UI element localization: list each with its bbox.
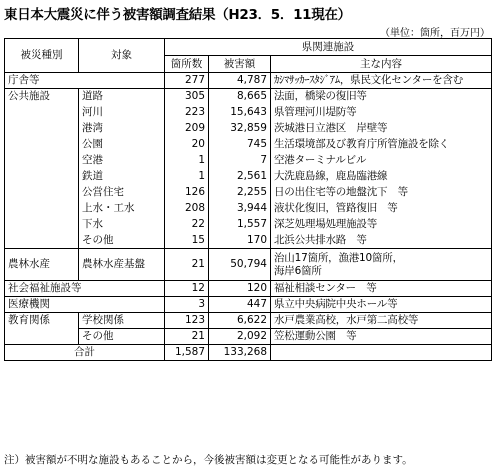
table-row-public-river <box>5 105 492 121</box>
row-count: 1 <box>165 153 209 169</box>
table-row-welfare <box>5 281 492 297</box>
row-amount: 8,665 <box>209 89 271 105</box>
table-row-public-water <box>5 201 492 217</box>
row-count: 277 <box>165 73 209 89</box>
row-count: 15 <box>165 233 209 249</box>
row-amount: 447 <box>209 297 271 313</box>
row-amount: 1,557 <box>209 217 271 233</box>
row-target: 空港 <box>79 153 165 169</box>
row-amount: 2,255 <box>209 185 271 201</box>
row-count: 3 <box>165 297 209 313</box>
row-amount: 3,944 <box>209 201 271 217</box>
row-content: 大洗鹿島線，鹿島臨港線 <box>271 169 492 185</box>
row-content-line: 治山17箇所，漁港10箇所， <box>274 251 403 264</box>
row-target: 上水・工水 <box>79 201 165 217</box>
row-content: 法面，橋梁の復旧等 <box>271 89 492 105</box>
header-category: 被災種別 <box>5 39 79 73</box>
row-content: ｶｼﾏｻｯｶｰｽﾀｼﾞｱﾑ，県民文化センターを含む <box>271 73 492 89</box>
row-target: その他 <box>79 233 165 249</box>
row-category: 公共施設 <box>5 89 79 249</box>
row-count: 223 <box>165 105 209 121</box>
row-count: 21 <box>165 329 209 345</box>
table-row-public-sewer <box>5 217 492 233</box>
table-row-public-housing <box>5 185 492 201</box>
row-content: 空港ターミナルビル <box>271 153 492 169</box>
table-row-medical <box>5 297 492 313</box>
row-amount: 32,859 <box>209 121 271 137</box>
row-content: 福祉相談センター 等 <box>271 281 492 297</box>
page-title: 東日本大震災に伴う被害額調査結果（H23．5．11現在） <box>4 7 351 23</box>
row-amount: 2,092 <box>209 329 271 345</box>
footnote: 注）被害額が不明な施設もあることから，今後被害額は変更となる可能性があります。 <box>4 454 413 466</box>
row-content <box>271 249 492 281</box>
row-content: 深芝処理場処理施設等 <box>271 217 492 233</box>
row-content: 日の出住宅等の地盤沈下 等 <box>271 185 492 201</box>
row-count: 21 <box>165 249 209 281</box>
row-category: 教育関係 <box>5 313 79 345</box>
row-amount: 133,268 <box>209 345 271 361</box>
row-content: 生活環境部及び教育庁所管施設を除く <box>271 137 492 153</box>
row-content: 笠松運動公園 等 <box>271 329 492 345</box>
table-row-total <box>5 345 492 361</box>
table-row-chosha <box>5 73 492 89</box>
table-row-edu-school <box>5 313 492 329</box>
header-content: 主な内容 <box>271 56 492 73</box>
row-target: 鉄道 <box>79 169 165 185</box>
row-amount: 7 <box>209 153 271 169</box>
row-content: 県立中央病院中央ホール等 <box>271 297 492 313</box>
row-category: 庁舎等 <box>5 73 165 89</box>
row-count: 209 <box>165 121 209 137</box>
table-row-public-airport <box>5 153 492 169</box>
row-amount: 50,794 <box>209 249 271 281</box>
row-content: 北浜公共排水路 等 <box>271 233 492 249</box>
table-row-agri <box>5 249 492 281</box>
row-target: 公園 <box>79 137 165 153</box>
unit-note: （単位：箇所，百万円） <box>380 28 490 39</box>
row-content-line: 海岸6箇所 <box>274 264 322 277</box>
row-amount: 15,643 <box>209 105 271 121</box>
header-target: 対象 <box>79 39 165 73</box>
header-facility-group: 県関連施設 <box>165 39 492 56</box>
row-count: 305 <box>165 89 209 105</box>
row-target: 港湾 <box>79 121 165 137</box>
table-row-edu-other <box>5 329 492 345</box>
table-row-public-road <box>5 89 492 105</box>
row-target: 公営住宅 <box>79 185 165 201</box>
row-category: 農林水産 <box>5 249 79 281</box>
table-row-public-railway <box>5 169 492 185</box>
row-target: 農林水産基盤 <box>79 249 165 281</box>
row-amount: 4,787 <box>209 73 271 89</box>
row-amount: 170 <box>209 233 271 249</box>
row-count: 126 <box>165 185 209 201</box>
row-amount: 745 <box>209 137 271 153</box>
row-count: 22 <box>165 217 209 233</box>
row-total-label: 合計 <box>5 345 165 361</box>
damage-table <box>4 38 492 361</box>
row-category: 医療機関 <box>5 297 165 313</box>
row-target: その他 <box>79 329 165 345</box>
row-amount: 120 <box>209 281 271 297</box>
row-count: 20 <box>165 137 209 153</box>
table-row-public-port <box>5 121 492 137</box>
row-target: 河川 <box>79 105 165 121</box>
row-amount: 2,561 <box>209 169 271 185</box>
row-category: 社会福祉施設等 <box>5 281 165 297</box>
table-row-public-park <box>5 137 492 153</box>
row-target: 下水 <box>79 217 165 233</box>
row-count: 1 <box>165 169 209 185</box>
table-row-public-other <box>5 233 492 249</box>
row-count: 1,587 <box>165 345 209 361</box>
row-count: 123 <box>165 313 209 329</box>
row-target: 道路 <box>79 89 165 105</box>
row-count: 208 <box>165 201 209 217</box>
row-content: 水戸農業高校，水戸第二高校等 <box>271 313 492 329</box>
row-content <box>271 345 492 361</box>
header-amount: 被害額 <box>209 56 271 73</box>
row-content: 液状化復旧，管路復旧 等 <box>271 201 492 217</box>
row-count: 12 <box>165 281 209 297</box>
row-content: 県管理河川堤防等 <box>271 105 492 121</box>
header-count: 箇所数 <box>165 56 209 73</box>
row-amount: 6,622 <box>209 313 271 329</box>
row-content: 茨城港日立港区 岸壁等 <box>271 121 492 137</box>
row-target: 学校関係 <box>79 313 165 329</box>
